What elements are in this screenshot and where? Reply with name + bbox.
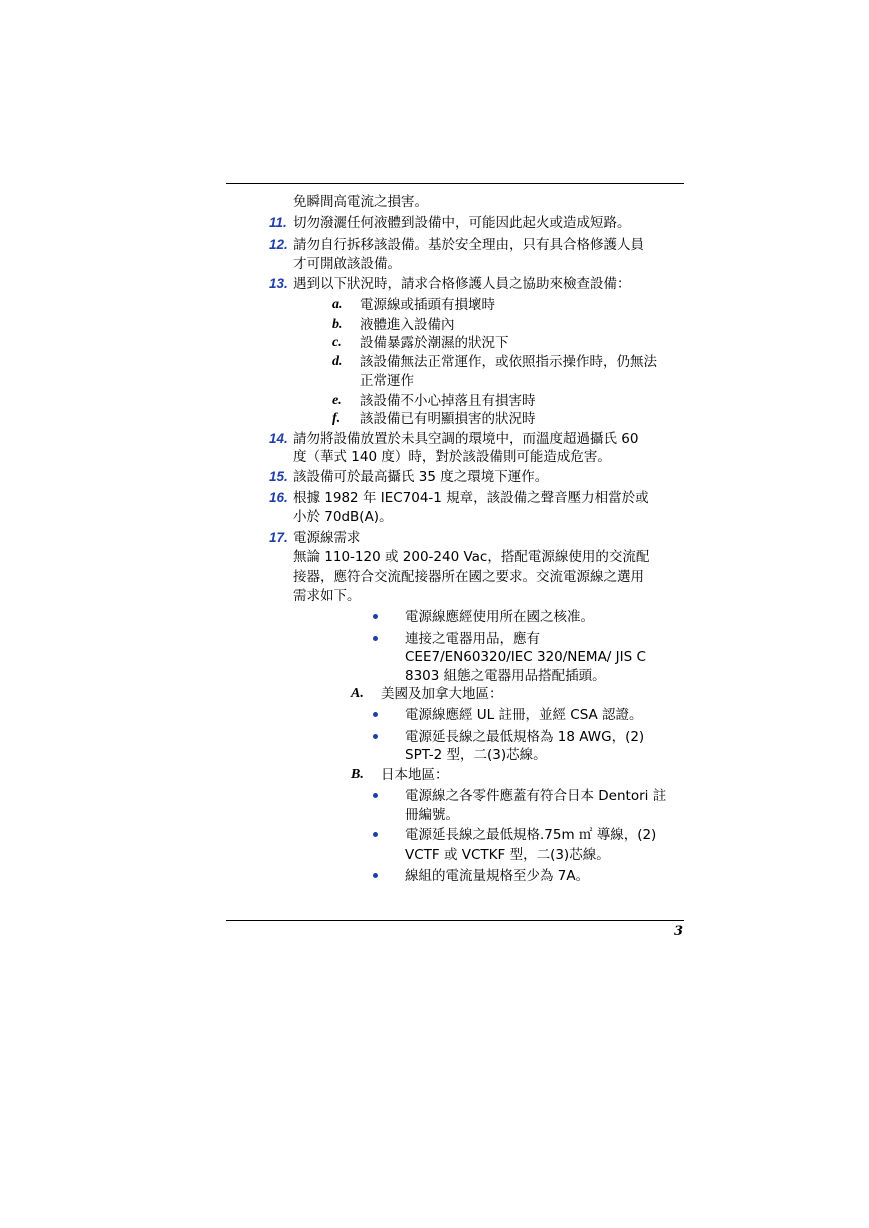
bullet-text: 電源延長線之最低規格.75m ㎡ 導線，(2) — [405, 827, 657, 843]
item-number: 12. — [269, 237, 288, 252]
condition-letter: e. — [332, 393, 342, 408]
bullet-text: 連接之電器用品，應有 — [405, 631, 540, 647]
region-letter: B. — [351, 767, 364, 782]
item-text: 無論 110-120 或 200-240 Vac，搭配電源線使用的交流配 — [293, 549, 650, 565]
item-text: 需求如下。 — [293, 588, 361, 604]
header-rule — [226, 183, 684, 184]
bullet-text: 電源線應經使用所在國之核准。 — [405, 609, 594, 625]
item-text: 請勿將設備放置於未具空調的環境中，而溫度超過攝氏 60 — [293, 431, 639, 447]
condition-text: 電源線或插頭有損壞時 — [360, 297, 495, 313]
condition-text: 正常運作 — [360, 373, 414, 389]
bullet-icon — [373, 734, 378, 739]
intro-line: 免瞬間高電流之損害。 — [293, 194, 428, 210]
bullet-text: 線組的電流量規格至少為 7A。 — [405, 868, 590, 884]
condition-letter: d. — [332, 354, 343, 369]
bullet-icon — [373, 793, 378, 798]
condition-text: 該設備無法正常運作，或依照指示操作時，仍無法 — [360, 354, 657, 370]
item-text: 切勿潑灑任何液體到設備中，可能因此起火或造成短路。 — [293, 215, 631, 231]
bullet-icon — [373, 832, 378, 837]
bullet-text: 電源線應經 UL 註冊，並經 CSA 認證。 — [405, 707, 643, 723]
condition-letter: a. — [332, 297, 343, 312]
condition-text: 液體進入設備內 — [360, 317, 455, 333]
bullet-icon — [373, 873, 378, 878]
item-text: 度（華式 140 度）時，對於該設備則可能造成危害。 — [293, 449, 611, 465]
bullet-text: 電源線之各零件應蓋有符合日本 Dentori 註 — [405, 788, 667, 804]
item-text: 才可開啟該設備。 — [293, 256, 401, 272]
page-number: 3 — [673, 924, 683, 939]
condition-text: 該設備已有明顯損害的狀況時 — [360, 411, 536, 427]
region-title: 日本地區： — [381, 767, 449, 783]
item-text: 該設備可於最高攝氏 35 度之環境下運作。 — [293, 469, 549, 485]
bullet-text: SPT-2 型，二(3)芯線。 — [405, 747, 547, 763]
item-text: 接器，應符合交流配接器所在國之要求。交流電源線之選用 — [293, 569, 644, 585]
item-number: 17. — [269, 530, 288, 545]
bullet-icon — [373, 712, 378, 717]
region-title: 美國及加拿大地區： — [381, 686, 503, 702]
bullet-text: 電源延長線之最低規格為 18 AWG，(2) — [405, 729, 645, 745]
condition-letter: f. — [332, 411, 341, 426]
item-number: 13. — [269, 276, 288, 291]
bullet-text: CEE7/EN60320/IEC 320/NEMA/ JIS C — [405, 649, 646, 665]
footer-rule — [226, 920, 684, 921]
item-number: 15. — [269, 469, 288, 484]
bullet-text: 冊編號。 — [405, 807, 459, 823]
condition-letter: c. — [332, 335, 342, 350]
item-number: 11. — [269, 215, 287, 230]
bullet-icon — [373, 614, 378, 619]
item-number: 16. — [269, 490, 288, 505]
item-number: 14. — [269, 431, 288, 446]
condition-letter: b. — [332, 317, 343, 332]
bullet-icon — [373, 636, 378, 641]
item-text: 小於 70dB(A)。 — [293, 509, 393, 525]
item-text: 請勿自行拆移該設備。基於安全理由，只有具合格修護人員 — [293, 237, 644, 253]
item-text: 電源線需求 — [293, 530, 361, 546]
bullet-text: 8303 組態之電器用品搭配插頭。 — [405, 668, 606, 684]
condition-text: 該設備不小心掉落且有損害時 — [360, 393, 536, 409]
item-text: 根據 1982 年 IEC704-1 規章，該設備之聲音壓力相當於或 — [293, 490, 649, 506]
region-letter: A. — [351, 686, 364, 701]
bullet-text: VCTF 或 VCTKF 型，二(3)芯線。 — [405, 847, 610, 863]
item-text: 遇到以下狀況時，請求合格修護人員之協助來檢查設備： — [293, 276, 631, 292]
condition-text: 設備暴露於潮濕的狀況下 — [360, 335, 509, 351]
